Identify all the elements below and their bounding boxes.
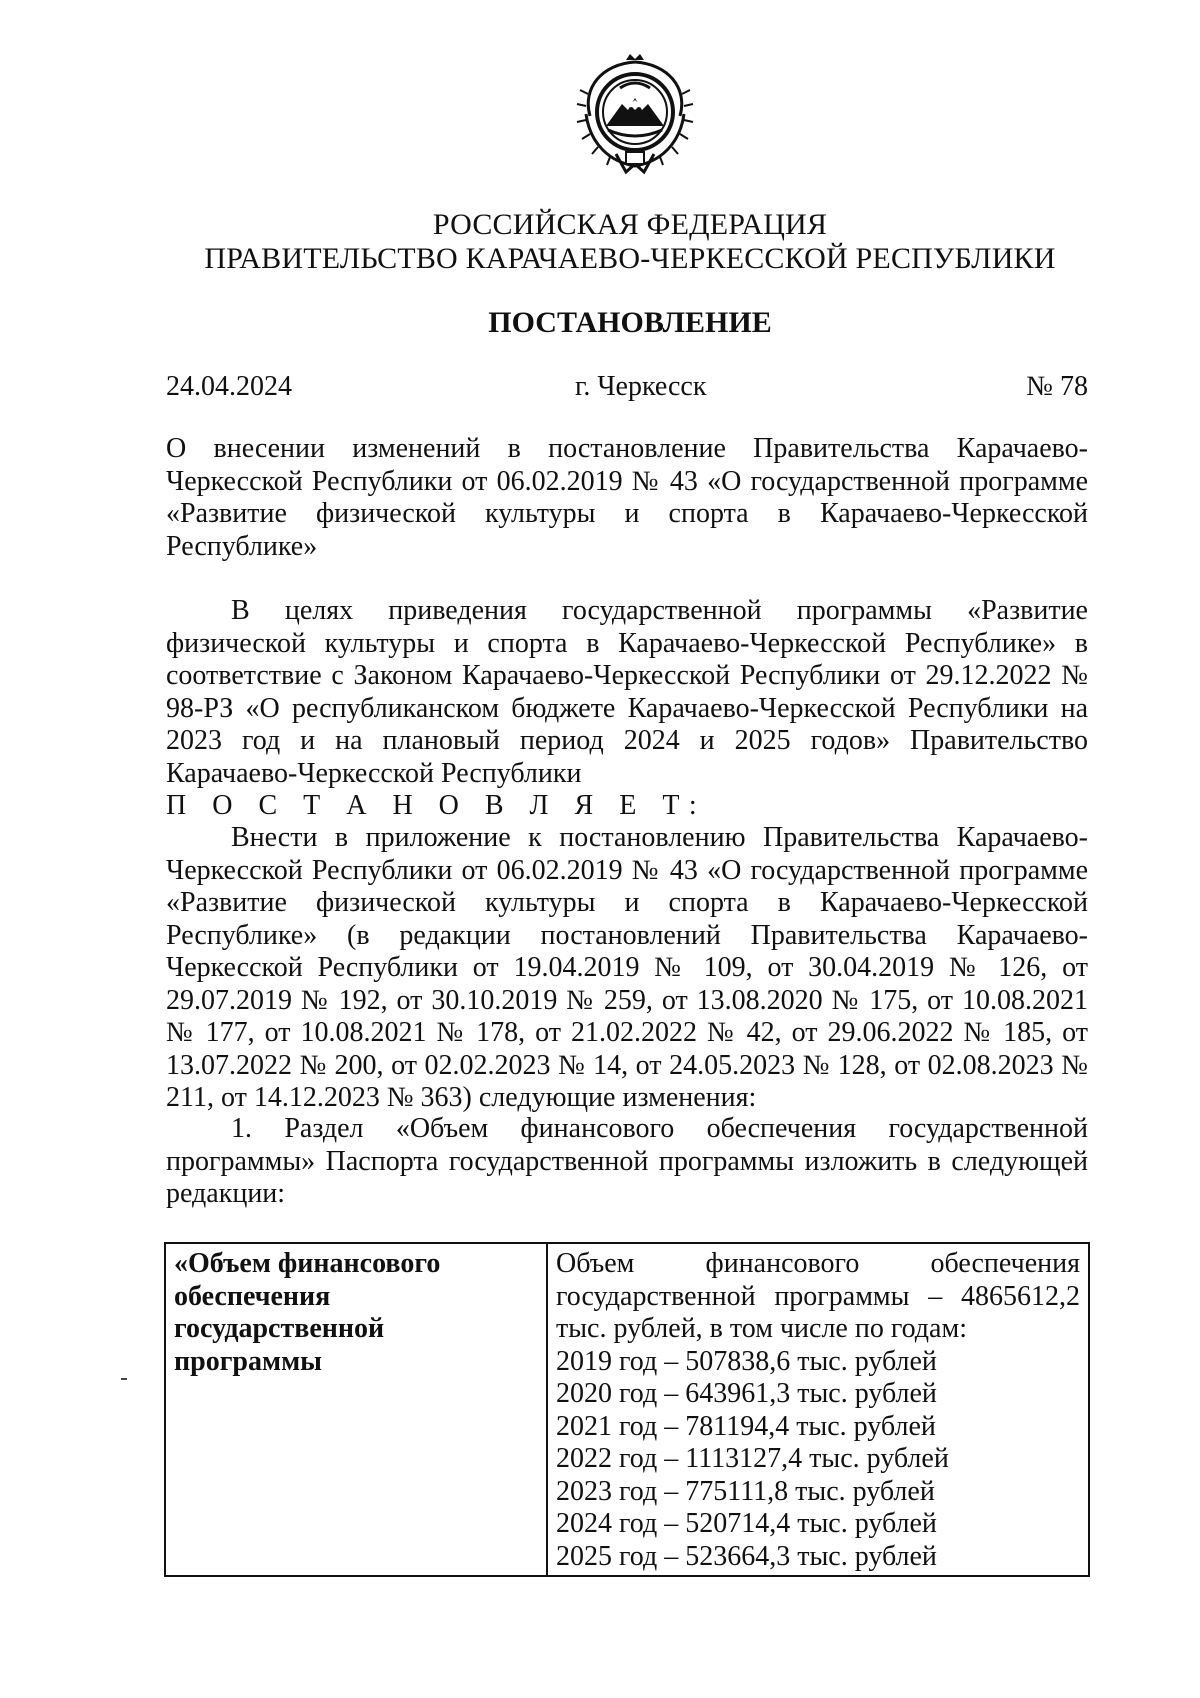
country-title: РОССИЙСКАЯ ФЕДЕРАЦИЯ bbox=[432, 208, 828, 241]
finance-table-value-cell bbox=[547, 1243, 1089, 1576]
amendment-item-1: 1. Раздел «Объем финансового обеспечения государственной программы» Паспорта государственной программы изложить в следующей редакции: bbox=[166, 1113, 1088, 1209]
resolves-heading: П О С Т А Н О В Л Я Е Т: bbox=[166, 790, 707, 821]
document-number: № 78 bbox=[1026, 371, 1088, 402]
finance-year-line: 2020 год – 643961,3 тыс. рублей bbox=[556, 1378, 937, 1409]
document-subject: О внесении изменений в постановление Правительства Карачаево-Черкесской Республики от 06.02.2019 № 43 «О государственной программе «Развитие физической культуры и спорта в Карачаево-Черкесской Республике» bbox=[166, 433, 1088, 562]
preamble-paragraph: В целях приведения государственной программы «Развитие физической культуры и спорта в Карачаево-Черкесской Республике» в соответствие с Законом Карачаево-Черкесской Республики от 29.12.2022 № 98-РЗ «О республиканском бюджете Карачаево-Черкесской Республики на 2023 год и на плановый период 2024 и 2025 годов» Правительство Карачаево-Черкесской Республики bbox=[166, 595, 1088, 789]
government-title: ПРАВИТЕЛЬСТВО КАРАЧАЕВО-ЧЕРКЕССКОЙ РЕСПУБЛИКИ bbox=[204, 242, 1056, 275]
finance-table-label-cell: «Объем финансового обеспечения государственной программы bbox=[165, 1243, 547, 1576]
finance-year-line: 2025 год – 523664,3 тыс. рублей bbox=[556, 1540, 937, 1572]
document-type-title: ПОСТАНОВЛЕНИЕ bbox=[488, 306, 772, 339]
finance-year-line: 2019 год – 507838,6 тыс. рублей bbox=[556, 1345, 937, 1377]
coat-of-arms-icon bbox=[568, 54, 702, 178]
table-row bbox=[165, 1243, 1089, 1576]
finance-year-line: 2022 год – 1113127,4 тыс. рублей bbox=[556, 1443, 949, 1474]
amendment-intro-paragraph: Внести в приложение к постановлению Правительства Карачаево-Черкесской Республики от 06.02.2019 № 43 «О государственной программе «Развитие физической культуры и спорта в Карачаево-Черкесской Республике» (в редакции постановлений Правительства Карачаево-Черкесской Республики от 19.04.2019 № 109, от 30.04.2019 № 126, от 29.07.2019 № 192, от 30.10.2019 № 259, от 13.08.2020 № 175, от 10.08.2021 № 177, от 10.08.2021 № 178, от 21.02.2022 № 42, от 29.06.2022 № 185, от 13.07.2022 № 200, от 02.02.2023 № 14, от 24.05.2023 № 128, от 02.08.2023 № 211, от 14.12.2023 № 363) следующие изменения: bbox=[166, 822, 1088, 1113]
finance-table-intro: Объем финансового обеспечения государственной программы – 4865612,2 тыс. рублей, в том числе по годам: bbox=[556, 1248, 1080, 1344]
finance-year-line: 2024 год – 520714,4 тыс. рублей bbox=[556, 1508, 937, 1539]
finance-table bbox=[164, 1242, 1090, 1577]
document-meta-row bbox=[166, 371, 1088, 411]
document-date: 24.04.2024 bbox=[166, 371, 292, 402]
scan-mark bbox=[121, 1378, 127, 1380]
document-city: г. Черкесск bbox=[575, 371, 707, 402]
finance-year-line: 2021 год – 781194,4 тыс. рублей bbox=[556, 1410, 936, 1442]
finance-year-line: 2023 год – 775111,8 тыс. рублей bbox=[556, 1475, 935, 1507]
